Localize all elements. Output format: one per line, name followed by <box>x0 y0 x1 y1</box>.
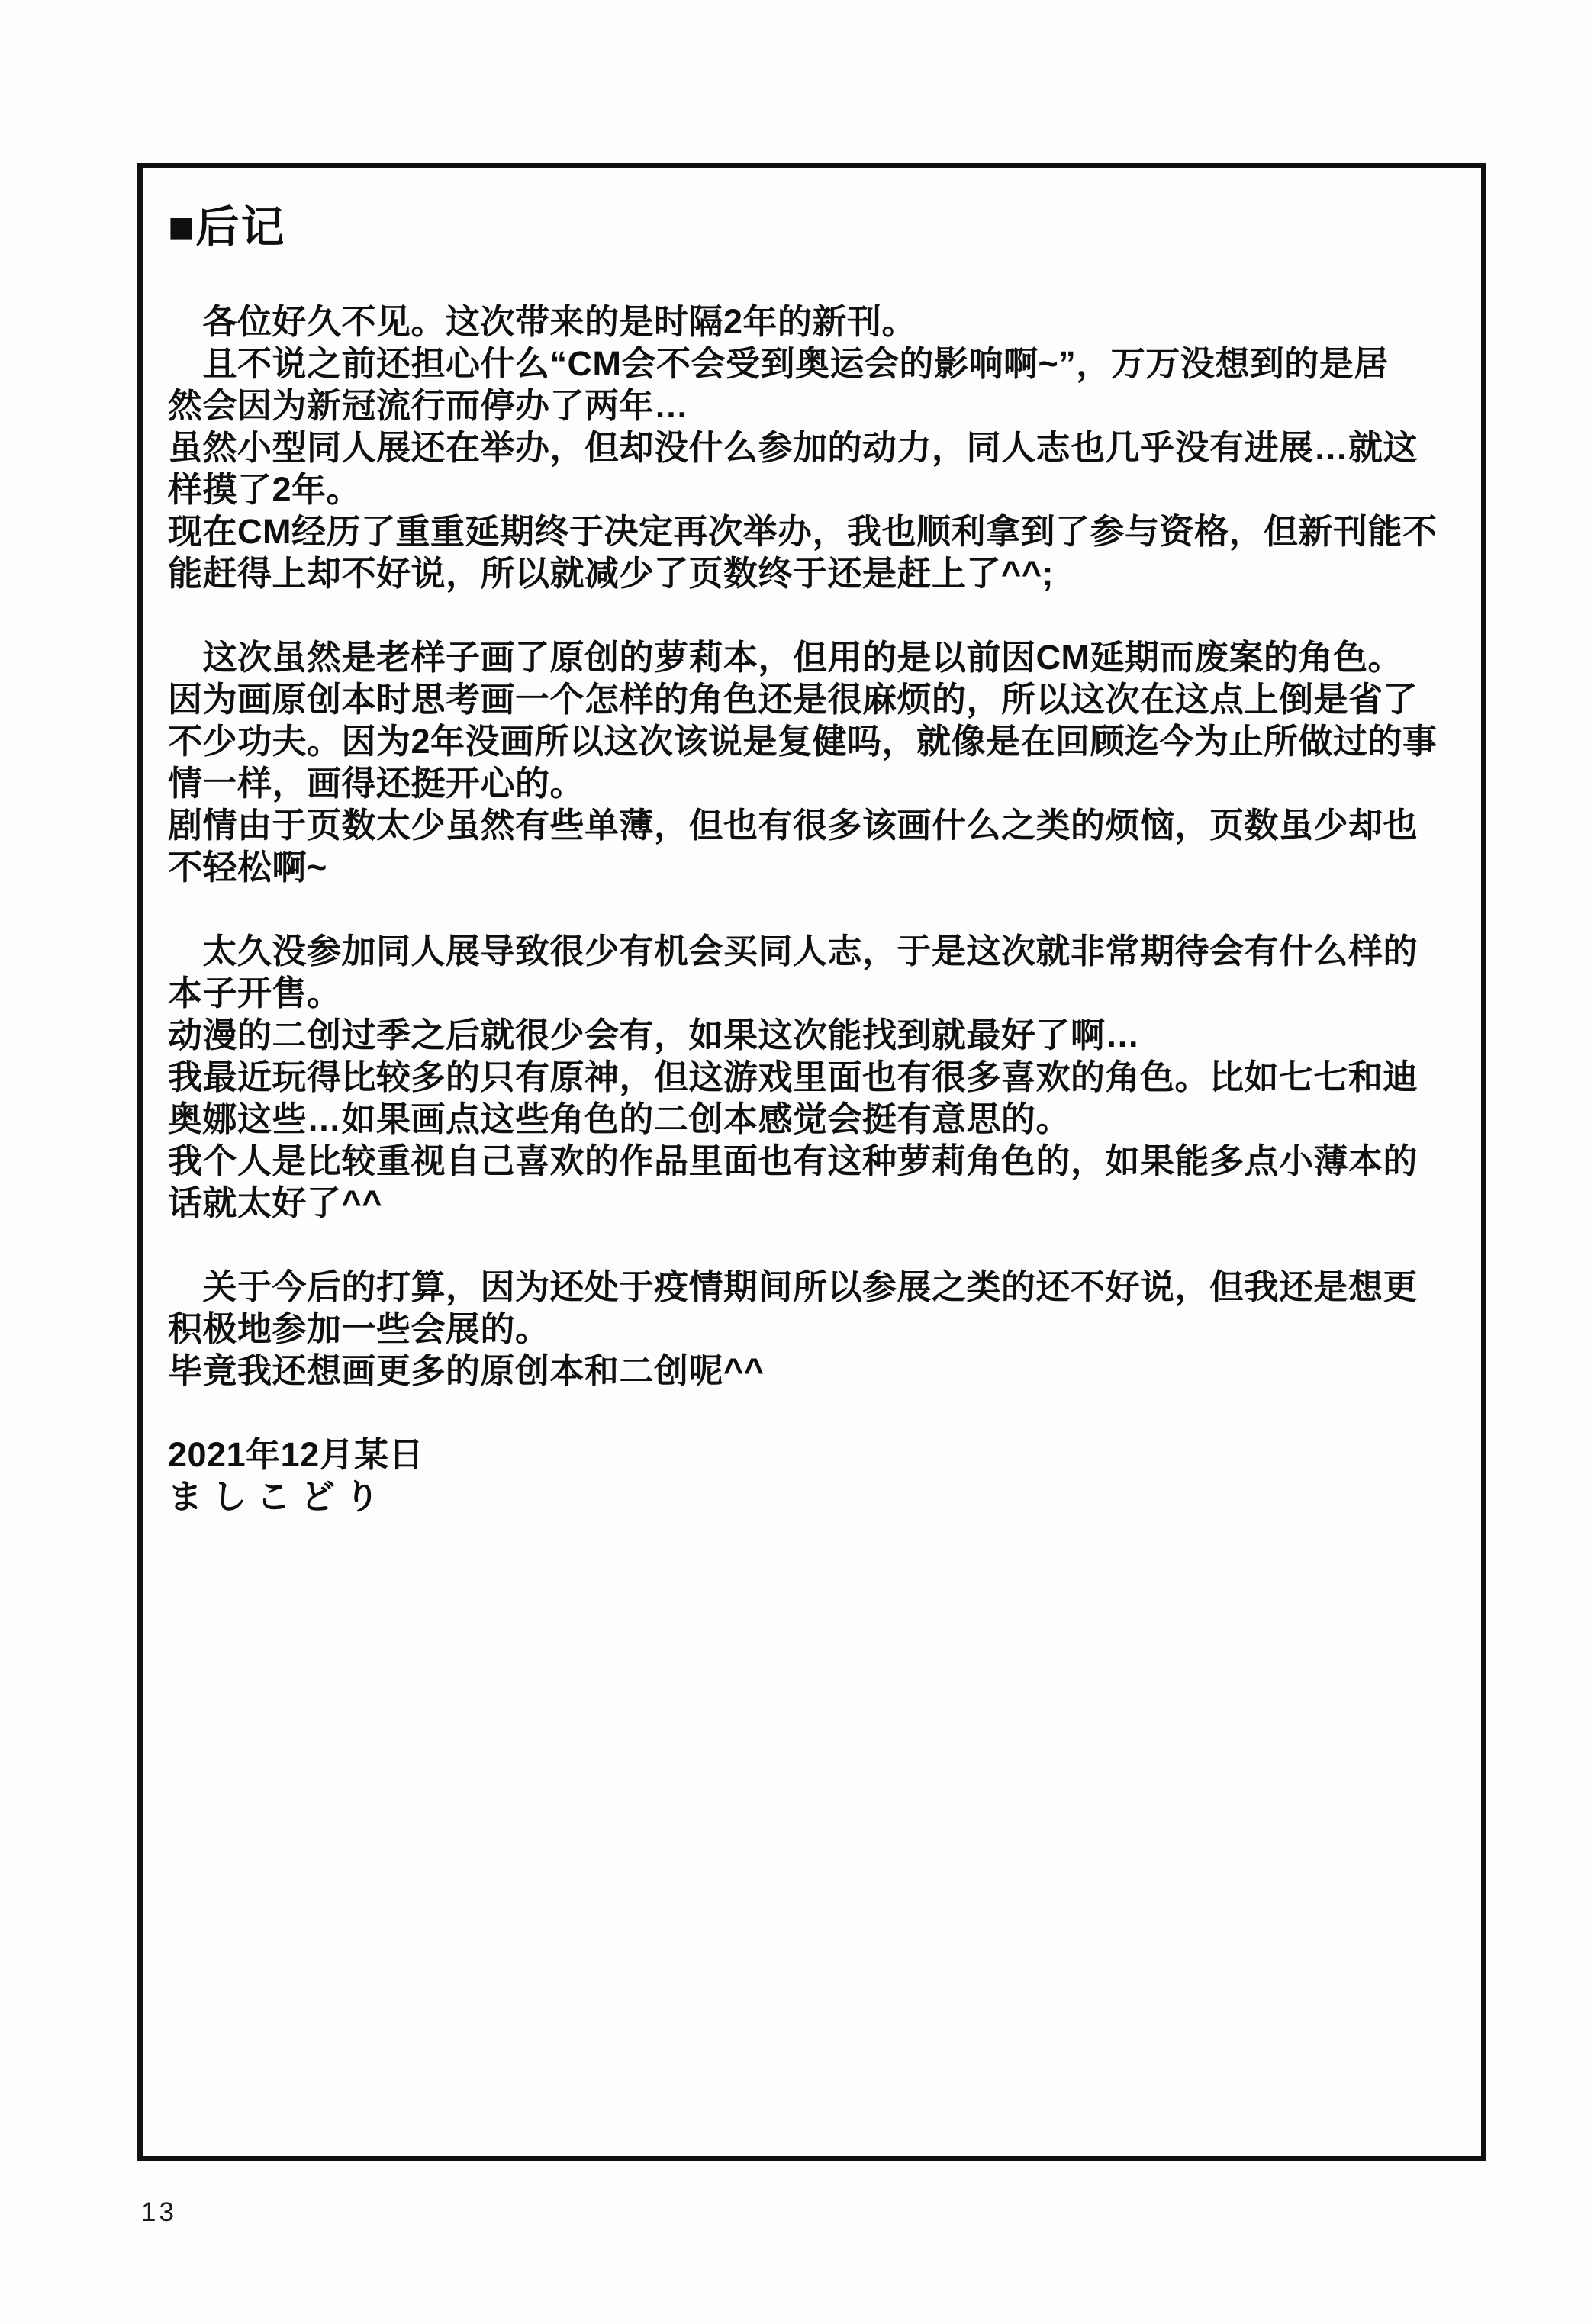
text-line: 太久没参加同人展导致很少有机会买同人志，于是这次就非常期待会有什么样的 <box>168 932 1418 970</box>
text-line: 各位好久不见。这次带来的是时隔2年的新刊。 <box>168 302 917 341</box>
text-line: 不轻松啊~ <box>168 848 327 887</box>
page-number: 13 <box>141 2197 177 2227</box>
text-line: 然会因为新冠流行而停办了两年… <box>168 386 689 425</box>
afterword-body <box>168 301 1465 1518</box>
text-line: 本子开售。 <box>168 974 342 1012</box>
text-line: 动漫的二创过季之后就很少会有，如果这次能找到就最好了啊… <box>168 1016 1141 1054</box>
text-line: 奥娜这些…如果画点这些角色的二创本感觉会挺有意思的。 <box>168 1099 1071 1138</box>
text-line: 话就太好了^^ <box>168 1183 383 1222</box>
text-line: 积极地参加一些会展的。 <box>168 1309 550 1348</box>
text-line: 毕竟我还想画更多的原创本和二创呢^^ <box>168 1351 765 1390</box>
text-line <box>168 1224 1465 1266</box>
text-line: 关于今后的打算，因为还处于疫情期间所以参展之类的还不好说，但我还是想更 <box>168 1267 1418 1306</box>
date-line: 2021年12月某日 <box>168 1435 424 1474</box>
text-line <box>168 1392 1465 1434</box>
text-line <box>168 888 1465 930</box>
text-line: 样摸了2年。 <box>168 470 362 509</box>
afterword-frame <box>137 163 1486 2161</box>
afterword-title: ■后记 <box>168 203 286 252</box>
text-line <box>168 594 1465 636</box>
text-line: 不少功夫。因为2年没画所以这次该说是复健吗，就像是在回顾迄今为止所做过的事 <box>168 722 1438 761</box>
text-line: 剧情由于页数太少虽然有些单薄，但也有很多该画什么之类的烦恼，页数虽少却也 <box>168 806 1418 845</box>
text-line: 情一样，画得还挺开心的。 <box>168 764 585 803</box>
text-line: 且不说之前还担心什么“CM会不会受到奥运会的影响啊~”，万万没想到的是居 <box>168 344 1389 383</box>
text-line: 我个人是比较重视自己喜欢的作品里面也有这种萝莉角色的，如果能多点小薄本的 <box>168 1141 1418 1180</box>
text-line: 现在CM经历了重重延期终于决定再次举办，我也顺利拿到了参与资格，但新刊能不 <box>168 512 1438 551</box>
signature-line: ましこどり <box>168 1477 390 1516</box>
text-line: 虽然小型同人展还在举办，但却没什么参加的动力，同人志也几乎没有进展…就这 <box>168 428 1418 467</box>
text-line: 因为画原创本时思考画一个怎样的角色还是很麻烦的，所以这次在这点上倒是省了 <box>168 680 1418 719</box>
text-line: 我最近玩得比较多的只有原神，但这游戏里面也有很多喜欢的角色。比如七七和迪 <box>168 1057 1418 1096</box>
text-line: 这次虽然是老样子画了原创的萝莉本，但用的是以前因CM延期而废案的角色。 <box>168 638 1402 677</box>
text-line: 能赶得上却不好说，所以就减少了页数终于还是赶上了^^; <box>168 554 1055 593</box>
